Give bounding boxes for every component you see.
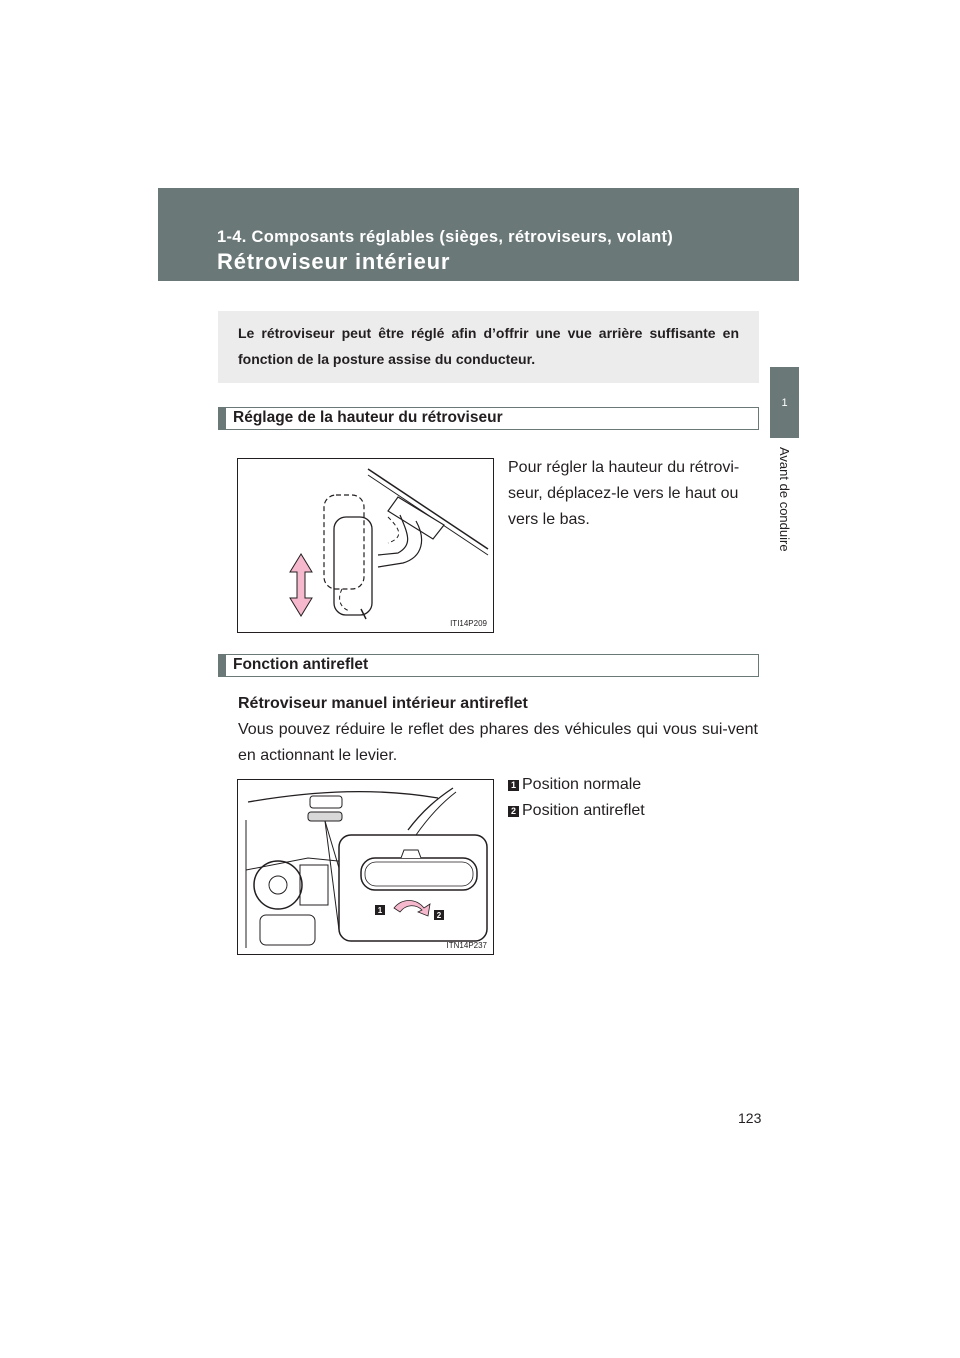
height-adjust-text: Pour régler la hauteur du rétrovi-seur, déplacez-le vers le haut ou vers le bas. — [508, 459, 740, 528]
chapter-tab: 1 — [770, 367, 799, 438]
legend-label: Position antireflet — [522, 802, 645, 819]
page-number: 123 — [738, 1110, 762, 1126]
antiglare-subtitle: Rétroviseur manuel intérieur antireflet — [238, 695, 528, 712]
section-heading-antiglare — [218, 654, 759, 677]
antiglare-drawing — [238, 780, 495, 956]
section-heading-height — [218, 407, 759, 430]
page-title: Rétroviseur intérieur — [217, 249, 451, 274]
mark-1: 1 — [377, 906, 383, 915]
chapter-tab-label: Avant de conduire — [777, 447, 792, 552]
antiglare-illustration — [237, 779, 494, 955]
legend-item — [508, 776, 641, 794]
section-heading-text: Réglage de la hauteur du rétroviseur — [233, 409, 503, 426]
mark-2: 2 — [436, 911, 442, 920]
legend-item — [508, 802, 645, 820]
figure-code: ITI14P209 — [450, 619, 487, 628]
intro-box: Le rétroviseur peut être réglé afin d’offrir une vue arrière suffisante en fonction de la posture assise du conducteur. — [218, 311, 759, 383]
section-title: 1-4. Composants réglables (sièges, rétroviseurs, volant) — [217, 228, 674, 246]
figure-code: ITN14P237 — [446, 941, 487, 950]
antiglare-text: Vous pouvez réduire le reflet des phares des véhicules qui vous sui-vent en actionnant le levier. — [238, 721, 758, 764]
mirror-height-illustration — [237, 458, 494, 633]
mirror-height-drawing — [238, 459, 495, 634]
legend-number: 1 — [508, 780, 519, 791]
section-heading-text: Fonction antireflet — [233, 656, 369, 673]
legend-label: Position normale — [522, 776, 642, 793]
chapter-header — [158, 188, 799, 281]
legend-number: 2 — [508, 806, 519, 817]
